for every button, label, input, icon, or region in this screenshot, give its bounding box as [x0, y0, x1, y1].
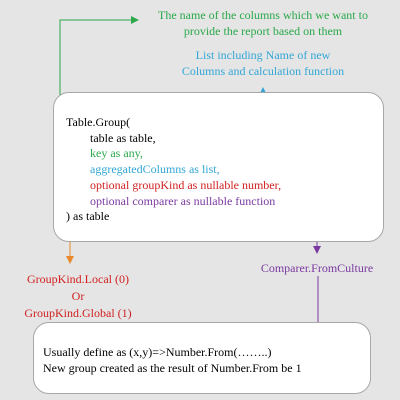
groupkind-local: GroupKind.Local (0) — [27, 272, 129, 286]
code-line-table: table as table, — [90, 130, 156, 145]
note-groupkind — [8, 271, 148, 322]
note-group-columns-line-2: provide the report based on them — [183, 24, 343, 38]
note-group-columns-line-1: The name of the columns which we want to — [158, 8, 368, 22]
code-line-end: ) as table — [66, 209, 110, 224]
code-line-comparer: optional comparer as nullable function — [90, 193, 276, 208]
code-line-groupkind: optional groupKind as nullable number, — [90, 177, 282, 192]
note-aggregated-line-2: Columns and calculation function — [181, 64, 345, 78]
code-line-1: Table.Group( — [66, 115, 131, 129]
note-group-columns — [142, 7, 384, 39]
table-group-signature — [66, 115, 281, 225]
code-line-key: key as any, — [90, 146, 143, 161]
usually-line-1: Usually define as (x,y)=>Number.From(……..) — [43, 345, 272, 359]
groupkind-or: Or — [71, 289, 85, 303]
usually-line-2: New group created as the result of Number.From be 1 — [43, 361, 302, 375]
usually-text — [43, 344, 302, 376]
note-aggregated-columns — [168, 47, 358, 79]
groupkind-global: GroupKind.Global (1) — [24, 306, 132, 320]
note-comparer: Comparer.FromCulture — [260, 261, 374, 275]
code-line-aggregated: aggregatedColumns as list, — [90, 162, 220, 177]
note-aggregated-line-1: List including Name of new — [195, 48, 331, 62]
